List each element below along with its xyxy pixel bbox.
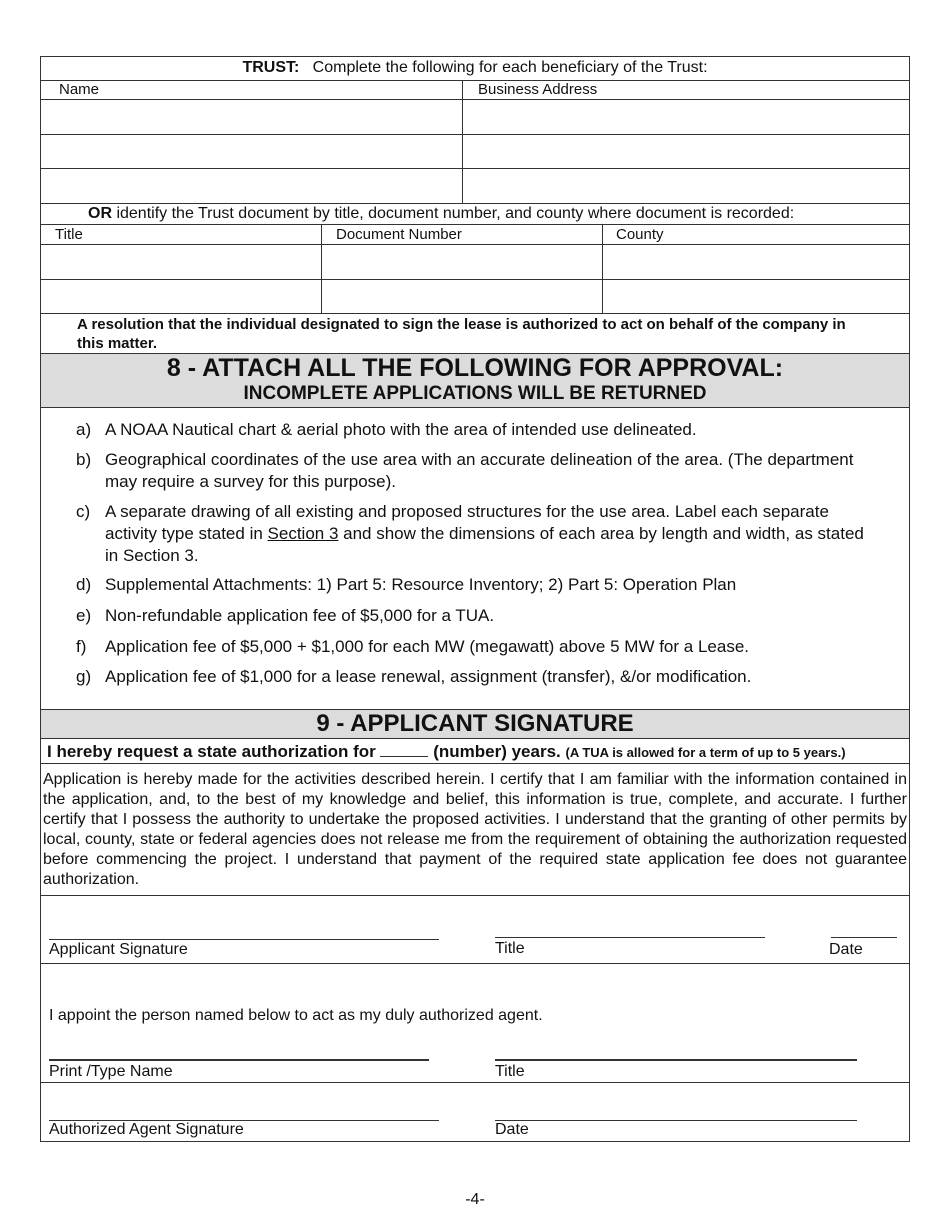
agent-title-label: Title	[495, 1063, 525, 1080]
trust-heading-label: TRUST:	[242, 59, 300, 76]
application-form	[40, 56, 910, 1142]
col-title-label: Title	[55, 226, 83, 243]
trust-title-2[interactable]	[41, 280, 320, 313]
agent-title-line[interactable]	[495, 1059, 857, 1061]
item-letter: d)	[76, 575, 92, 594]
print-name-label: Print /Type Name	[49, 1063, 173, 1080]
col-county-label: County	[616, 226, 664, 243]
applicant-title-label: Title	[495, 940, 525, 957]
trust-docnum-1[interactable]	[322, 245, 601, 278]
trust-docnum-2[interactable]	[322, 280, 601, 313]
trust-heading	[41, 59, 909, 77]
or-label: OR	[88, 205, 112, 222]
trust-county-2[interactable]	[603, 280, 909, 313]
beneficiary-address-3[interactable]	[463, 169, 909, 202]
print-name-line[interactable]	[49, 1059, 429, 1061]
item-text: Application fee of $5,000 + $1,000 for each MW (megawatt) above 5 MW for a Lease.	[105, 637, 749, 656]
item-letter: f)	[76, 637, 87, 656]
col-name-label: Name	[59, 81, 100, 98]
beneficiary-name-3[interactable]	[41, 169, 461, 202]
applicant-date-label: Date	[829, 941, 863, 958]
beneficiary-name-2[interactable]	[41, 135, 461, 168]
agent-date-line[interactable]	[495, 1120, 857, 1121]
item-text-pre: A separate drawing of all existing and proposed structures for the use area. Label each separate activity type stated in	[105, 502, 829, 543]
item-text	[105, 501, 875, 567]
section8-title: 8 - ATTACH ALL THE FOLLOWING FOR APPROVAL:	[166, 354, 784, 382]
section9-title: 9 - APPLICANT SIGNATURE	[316, 710, 634, 737]
item-text: Supplemental Attachments: 1) Part 5: Resource Inventory; 2) Part 5: Operation Plan	[105, 575, 737, 594]
years-input[interactable]	[380, 742, 428, 757]
item-letter: c)	[76, 502, 91, 521]
section8-subtitle: INCOMPLETE APPLICATIONS WILL BE RETURNED	[243, 383, 707, 404]
applicant-signature-line[interactable]	[49, 939, 439, 940]
page-number: -4-	[465, 1191, 485, 1208]
item-text-post: and show the dimensions of each area by length and width, as stated in Section 3.	[105, 524, 864, 565]
request-line	[47, 742, 846, 762]
item-letter: e)	[76, 606, 92, 625]
resolution-note: A resolution that the individual designated to sign the lease is authorized to act on behalf of the company in this matter.	[77, 316, 846, 352]
trust-county-1[interactable]	[603, 245, 909, 278]
beneficiary-name-1[interactable]	[41, 100, 461, 134]
trust-or-instruction	[88, 205, 908, 223]
item-text: Geographical coordinates of the use area with an accurate delineation of the area. (The department may require a survey for this purpose).	[105, 450, 854, 491]
item-letter: a)	[76, 420, 92, 439]
request-note: (A TUA is allowed for a term of up to 5 years.)	[565, 745, 846, 760]
item-letter: g)	[76, 667, 92, 686]
agent-date-label: Date	[495, 1121, 529, 1138]
agent-signature-label: Authorized Agent Signature	[49, 1121, 244, 1138]
section-3-link[interactable]: Section 3	[267, 524, 339, 543]
request-pre: I hereby request a state authorization for	[47, 742, 376, 761]
request-post: (number) years.	[433, 742, 561, 761]
trust-title-1[interactable]	[41, 245, 320, 278]
beneficiary-address-2[interactable]	[463, 135, 909, 168]
item-text: Non-refundable application fee of $5,000 for a TUA.	[105, 606, 495, 625]
item-text: A NOAA Nautical chart & aerial photo with the area of intended use delineated.	[105, 420, 697, 439]
item-text: Application fee of $1,000 for a lease renewal, assignment (transfer), &/or modification.	[105, 667, 752, 686]
trust-heading-text: Complete the following for each beneficiary of the Trust:	[312, 59, 708, 76]
applicant-date-line[interactable]	[831, 937, 897, 938]
or-text: identify the Trust document by title, document number, and county where document is recorded:	[116, 205, 795, 222]
certification-paragraph: Application is hereby made for the activities described herein. I certify that I am familiar with the information contained in the application, and, to the best of my knowledge and belief, this information is true, complete, and accurate. I further certify that I possess the authority to undertake the proposed activities. I understand that the granting of other permits by local, county, state or federal agencies does not release me from the requirement of obtaining the authorization requested before commencing the project. I understand that payment of the required state application fee does not guarantee authorization.	[43, 771, 907, 888]
item-letter: b)	[76, 450, 92, 469]
col-docnum-label: Document Number	[336, 226, 462, 243]
applicant-signature-label: Applicant Signature	[49, 941, 188, 958]
beneficiary-address-1[interactable]	[463, 100, 909, 134]
col-address-label: Business Address	[478, 81, 598, 98]
appoint-agent-text: I appoint the person named below to act as my duly authorized agent.	[49, 1007, 543, 1024]
applicant-title-line[interactable]	[495, 937, 765, 938]
